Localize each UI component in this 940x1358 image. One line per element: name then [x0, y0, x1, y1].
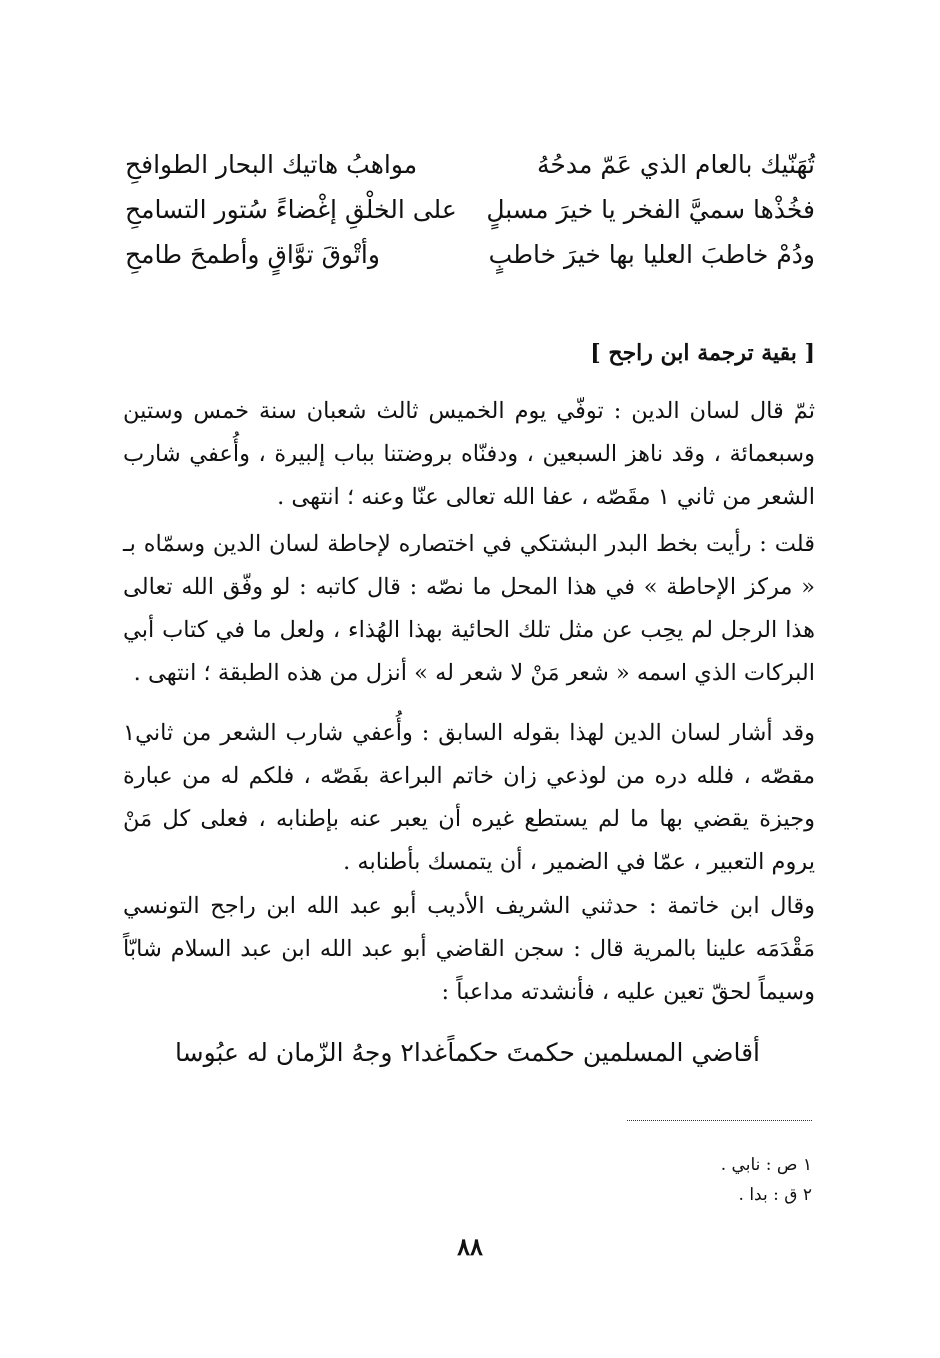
body-paragraph: ثمّ قال لسان الدين : توفّي يوم الخميس ثالث شعبان سنة خمس وستين وسبعمائة ، وقد ناهز السبعين ، ودفنّاه بروضتنا بباب إلبيرة ، وأُعفي شارب الشعر من ثاني ١ مقَصّه ، عفا الله تعالى عنّا وعنه ؛ انتهى . [123, 398, 815, 510]
poem-verse [125, 145, 815, 185]
verse-second-hemistich: مواهبُ هاتيك البحار الطوافحِ [125, 150, 418, 179]
poem-verse [125, 190, 815, 230]
footnote-divider [627, 1120, 812, 1121]
body-paragraph: قلت : رأيت بخط البدر البشتكي في اختصاره لإحاطة لسان الدين وسمّاه بـ « مركز الإحاطة » في هذا المحل ما نصّه : قال كاتبه : لو وفّق الله تعالى هذا الرجل لم يحِب عن مثل تلك الحائية بهذا الهُذاء ، ولعل ما في كتاب أبي البركات الذي اسمه « شعر مَنْ لا شعر له » أنزل من هذه الطبقة ؛ انتهى . [123, 531, 815, 686]
body-paragraph: وقد أشار لسان الدين لهذا بقوله السابق : وأُعفي شارب الشعر من ثاني١ مقصّه ، فلله دره من لوذعي زان خاتم البراعة بفَصّه ، فلكم له من عبارة وجيزة يقضي بها ما لم يستطع غيره أن يعبر عنه بإطنابه ، فعلى كل مَنْ يروم التعبير ، عمّا في الضمير ، أن يتمسك بأطنابه . [123, 720, 815, 875]
verse-second-hemistich: على الخلْقِ إغْضاءً سُتور التسامحِ [125, 195, 457, 224]
quoted-verse [175, 1033, 760, 1073]
verse-first-hemistich: تُهَنّيك بالعام الذي عَمّ مدحُهُ [537, 150, 815, 179]
section-heading: [ بقية ترجمة ابن راجح ] [590, 340, 815, 366]
verse-second-hemistich: غدا٢ وجهُ الزّمان له عبُوسا [175, 1038, 447, 1067]
verse-first-hemistich: فخُذْها سميَّ الفخر يا خيرَ مسبلٍ [486, 195, 815, 224]
poem-verse [125, 235, 815, 275]
page-number: ٨٨ [457, 1232, 483, 1261]
footnotes [721, 1150, 812, 1210]
verse-first-hemistich: ودُمْ خاطبَ العليا بها خيرَ خاطبٍ [488, 240, 815, 269]
footnote: ٢ ق : بدا . [738, 1185, 812, 1205]
footnote: ١ ص : نابي . [720, 1155, 812, 1175]
verse-first-hemistich: أقاضي المسلمين حكمتَ حكماً [447, 1038, 760, 1067]
body-paragraph: وقال ابن خاتمة : حدثني الشريف الأديب أبو عبد الله ابن راجح التونسي مَقْدَمَه علينا بالمرية قال : سجن القاضي أبو عبد الله ابن عبد السلام شابّاً وسيماً لحقّ تعين عليه ، فأنشدته مداعباً : [123, 893, 815, 1005]
verse-second-hemistich: وأتْوقَ توَّاقٍ وأطمحَ طامحِ [125, 240, 380, 269]
